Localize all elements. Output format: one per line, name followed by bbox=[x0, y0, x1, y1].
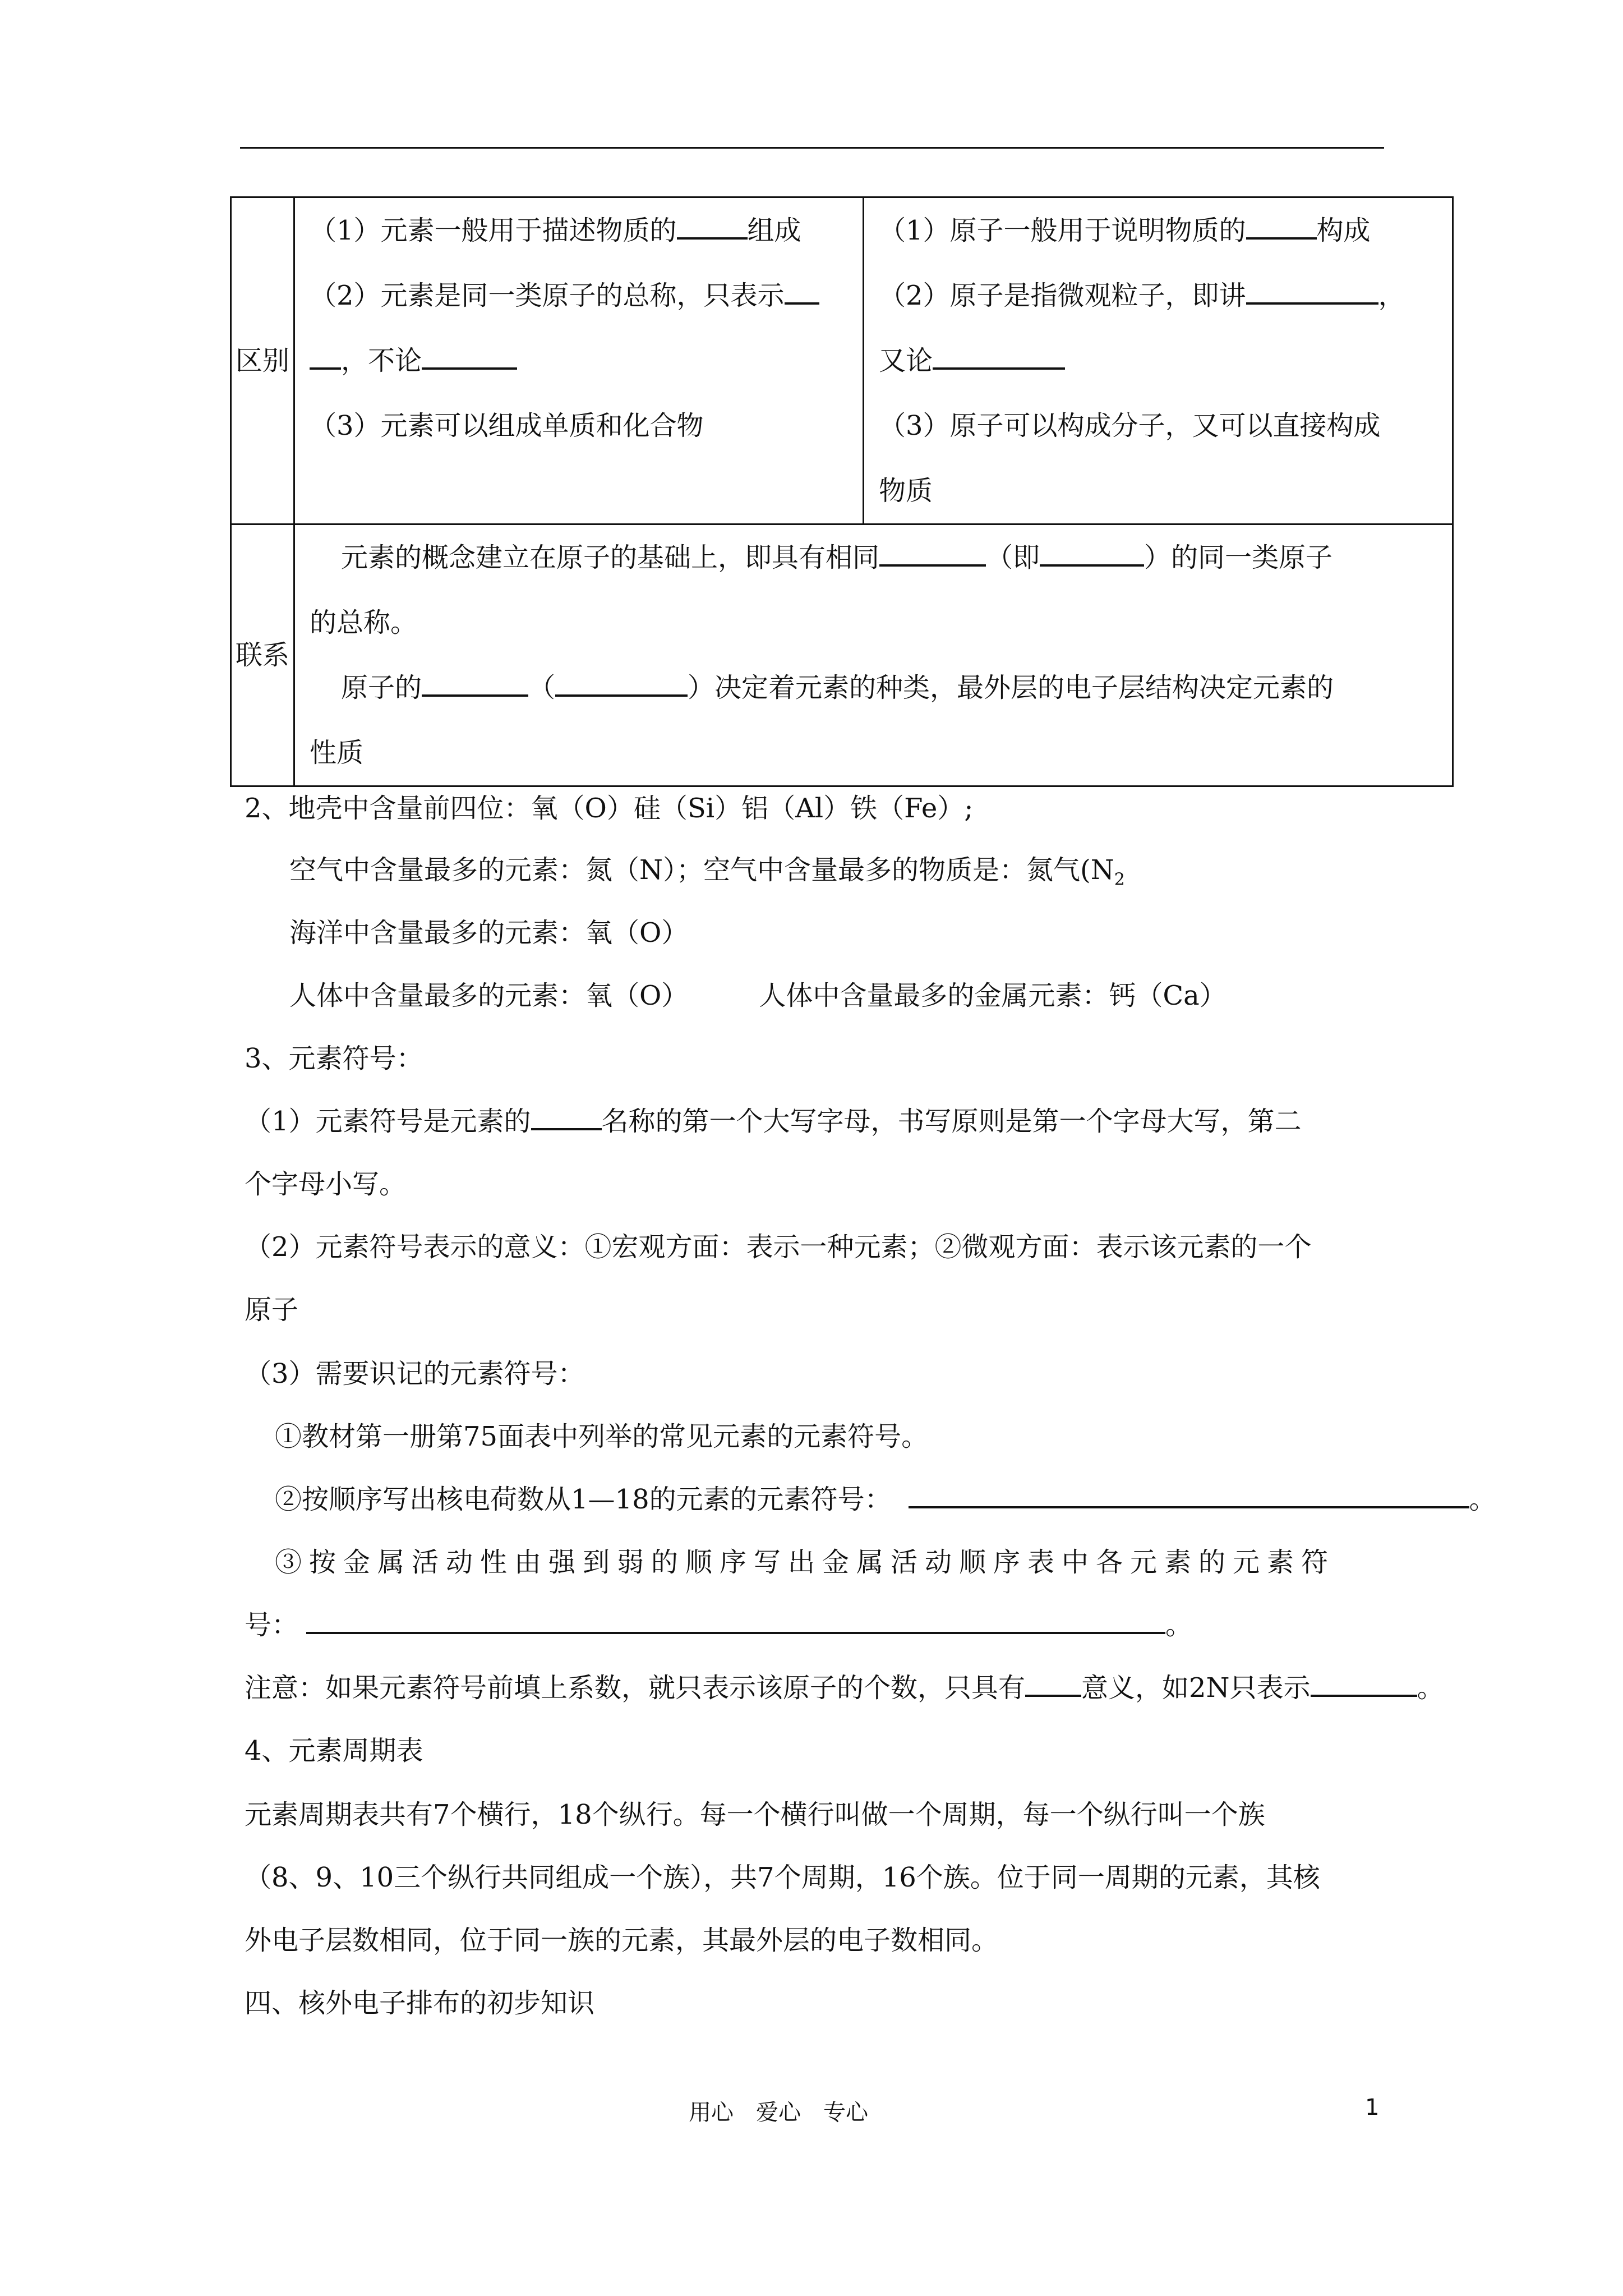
symbol-meaning-line-1: （2）元素符号表示的意义：①宏观方面：表示一种元素；②微观方面：表示该元素的一个 bbox=[245, 1231, 1312, 1263]
text: 。 bbox=[1165, 1609, 1193, 1641]
periodic-table-line-3: 外电子层数相同，位于同一族的元素，其最外层的电子数相同。 bbox=[245, 1925, 999, 1956]
text: 元素的概念建立在原子的基础上，即具有相同 bbox=[341, 542, 880, 573]
text: （1）元素符号是元素的 bbox=[245, 1106, 531, 1137]
periodic-table-line-2: （8、9、10三个纵行共同组成一个族），共7个周期，16个族。位于同一周期的元素，其核 bbox=[245, 1862, 1320, 1893]
note-line bbox=[245, 1666, 1444, 1705]
fill-blank bbox=[909, 1484, 1469, 1508]
fill-blank bbox=[531, 1106, 602, 1130]
table-row-relation bbox=[231, 524, 1453, 786]
text: 人体中含量最多的金属元素：钙（Ca） bbox=[759, 980, 1227, 1011]
atom-difference-cell bbox=[864, 197, 1453, 524]
text: ②按顺序写出核电荷数从1—18的元素的元素符号： bbox=[275, 1484, 892, 1515]
section-3-heading: 3、元素符号： bbox=[245, 1043, 423, 1074]
text: （1）原子一般用于说明物质的 bbox=[879, 215, 1246, 246]
memorize-item-3-cont bbox=[245, 1603, 1192, 1642]
symbol-rule-line-1 bbox=[245, 1099, 1302, 1138]
fill-blank bbox=[422, 672, 528, 697]
text: 性质 bbox=[310, 737, 364, 769]
fill-blank bbox=[1246, 215, 1317, 240]
text: （2）元素是同一类原子的总称，只表示 bbox=[310, 280, 785, 311]
element-difference-cell bbox=[294, 197, 864, 524]
section-4-heading: 4、元素周期表 bbox=[245, 1735, 423, 1766]
fill-blank bbox=[785, 280, 819, 305]
symbols-to-memorize: （3）需要识记的元素符号： bbox=[245, 1358, 585, 1389]
fill-blank bbox=[1040, 542, 1144, 567]
text: 组成 bbox=[747, 215, 801, 246]
fill-blank bbox=[677, 215, 748, 240]
text: （2）原子是指微观粒子，即讲 bbox=[879, 280, 1246, 311]
fill-blank bbox=[306, 1609, 1165, 1634]
text: （ bbox=[528, 672, 556, 703]
text: 空气中含量最多的元素：氮（N）；空气中含量最多的物质是：氮气(N bbox=[289, 854, 1114, 886]
text: ， bbox=[1378, 280, 1405, 311]
fill-blank bbox=[879, 542, 986, 567]
footer-motto: 用心 爱心 专心 bbox=[689, 2100, 868, 2125]
text: 意义，如2N只表示 bbox=[1081, 1672, 1311, 1704]
symbol-rule-line-2: 个字母小写。 bbox=[245, 1168, 407, 1200]
text: 人体中含量最多的元素：氧（O） bbox=[289, 980, 689, 1011]
ocean-line: 海洋中含量最多的元素：氧（O） bbox=[289, 917, 689, 949]
fill-blank bbox=[1246, 280, 1378, 305]
text: 名称的第一个大写字母，书写原则是第一个字母大写，第二 bbox=[601, 1106, 1302, 1137]
fill-blank bbox=[422, 345, 517, 370]
text: ，不论 bbox=[341, 345, 422, 376]
relation-cell bbox=[294, 524, 1453, 786]
text: 构成 bbox=[1316, 215, 1371, 246]
text: 。 bbox=[1417, 1672, 1444, 1704]
text: ）决定着元素的种类，最外层的电子层结构决定元素的 bbox=[688, 672, 1334, 703]
fill-blank bbox=[555, 672, 688, 697]
text: 的总称。 bbox=[310, 607, 418, 638]
memorize-item-3: ③按金属活动性由强到弱的顺序写出金属活动顺序表中各元素的元素符 bbox=[275, 1547, 1336, 1578]
human-line bbox=[289, 974, 1227, 1013]
air-line bbox=[289, 848, 1125, 890]
fill-blank bbox=[933, 345, 1065, 370]
periodic-table-line-1: 元素周期表共有7个横行，18个纵行。每一个横行叫做一个周期，每一个纵行叫一个族 bbox=[245, 1799, 1265, 1830]
text: 又论 bbox=[879, 345, 933, 376]
fill-blank bbox=[310, 345, 341, 370]
header-rule bbox=[240, 147, 1384, 149]
text: （即 bbox=[986, 542, 1040, 573]
text: 物质 bbox=[879, 475, 933, 507]
text: （3）原子可以构成分子，又可以直接构成 bbox=[879, 410, 1381, 441]
row-header-difference: 区别 bbox=[231, 197, 294, 524]
row-header-relation: 联系 bbox=[231, 524, 294, 786]
symbol-meaning-line-2: 原子 bbox=[245, 1294, 299, 1326]
section-2-heading: 2、地壳中含量前四位：氧（O）硅（Si）铝（Al）铁（Fe）; bbox=[245, 793, 974, 824]
table-row-difference bbox=[231, 197, 1453, 524]
comparison-table bbox=[230, 196, 1454, 787]
text: 注意：如果元素符号前填上系数，就只表示该原子的个数，只具有 bbox=[245, 1672, 1026, 1704]
subscript: 2 bbox=[1114, 869, 1125, 890]
text: 号： bbox=[245, 1609, 299, 1641]
text: （3）元素可以组成单质和化合物 bbox=[310, 410, 704, 441]
memorize-item-1: ①教材第一册第75面表中列举的常见元素的元素符号。 bbox=[275, 1421, 929, 1452]
memorize-item-2 bbox=[275, 1478, 1496, 1516]
page-number: 1 bbox=[1365, 2095, 1380, 2120]
fill-blank bbox=[1311, 1672, 1417, 1697]
text: 原子的 bbox=[341, 672, 422, 703]
text: ）的同一类原子 bbox=[1144, 542, 1333, 573]
fill-blank bbox=[1025, 1672, 1081, 1697]
section-heading-electrons: 四、核外电子排布的初步知识 bbox=[245, 1987, 595, 2019]
text: （1）元素一般用于描述物质的 bbox=[310, 215, 677, 246]
text: 。 bbox=[1469, 1484, 1496, 1515]
